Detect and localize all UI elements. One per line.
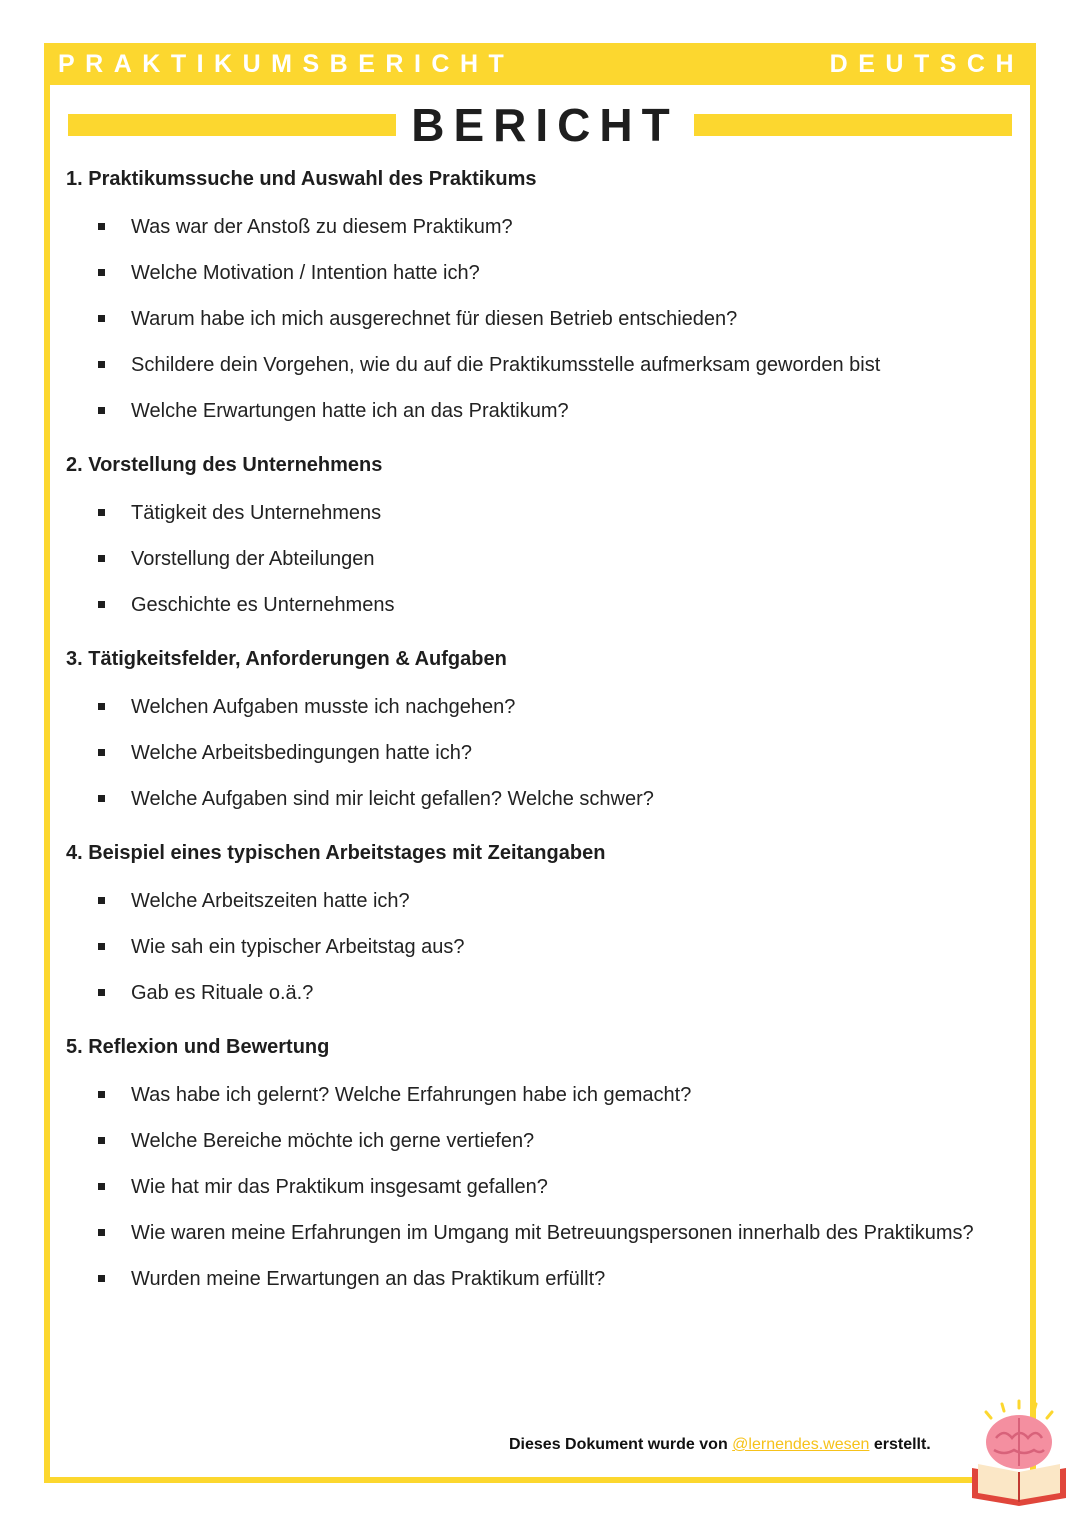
list-item: Wie hat mir das Praktikum insgesamt gefallen? bbox=[66, 1174, 1014, 1200]
list-item: Wurden meine Erwartungen an das Praktikum erfüllt? bbox=[66, 1266, 1014, 1292]
section-heading: 5. Reflexion und Bewertung bbox=[66, 1036, 330, 1058]
bullet-icon bbox=[98, 989, 105, 996]
section-heading: 4. Beispiel eines typischen Arbeitstages mit Zeitangaben bbox=[66, 842, 606, 864]
bullet-icon bbox=[98, 1183, 105, 1190]
bullet-icon bbox=[98, 601, 105, 608]
question-list bbox=[66, 694, 1014, 812]
bullet-icon bbox=[98, 943, 105, 950]
footer-suffix: erstellt. bbox=[869, 1436, 931, 1453]
bullet-icon bbox=[98, 407, 105, 414]
bullet-icon bbox=[98, 749, 105, 756]
list-item: Welche Arbeitsbedingungen hatte ich? bbox=[66, 740, 1014, 766]
header-band bbox=[44, 43, 1036, 85]
bullet-icon bbox=[98, 897, 105, 904]
bullet-icon bbox=[98, 1229, 105, 1236]
list-item: Schildere dein Vorgehen, wie du auf die Praktikumsstelle aufmerksam geworden bist bbox=[66, 352, 1014, 378]
list-item: Welchen Aufgaben musste ich nachgehen? bbox=[66, 694, 1014, 720]
bullet-icon bbox=[98, 1275, 105, 1282]
bullet-icon bbox=[98, 223, 105, 230]
question-list bbox=[66, 214, 1014, 424]
bullet-icon bbox=[98, 1137, 105, 1144]
question-list bbox=[66, 888, 1014, 1006]
section-1 bbox=[66, 164, 1014, 424]
list-item: Geschichte es Unternehmens bbox=[66, 592, 1014, 618]
bullet-icon bbox=[98, 555, 105, 562]
bullet-icon bbox=[98, 795, 105, 802]
question-list bbox=[66, 1082, 1014, 1292]
section-4 bbox=[66, 838, 1014, 1006]
question-list bbox=[66, 500, 1014, 618]
bullet-icon bbox=[98, 703, 105, 710]
list-item: Wie sah ein typischer Arbeitstag aus? bbox=[66, 934, 1014, 960]
list-item: Was habe ich gelernt? Welche Erfahrungen habe ich gemacht? bbox=[66, 1082, 1014, 1108]
section-heading: 2. Vorstellung des Unternehmens bbox=[66, 454, 383, 476]
brain-book-icon bbox=[964, 1398, 1074, 1508]
list-item: Warum habe ich mich ausgerechnet für diesen Betrieb entschieden? bbox=[66, 306, 1014, 332]
header-left-label: PRAKTIKUMSBERICHT bbox=[58, 50, 515, 78]
list-item: Vorstellung der Abteilungen bbox=[66, 546, 1014, 572]
title-bar-right bbox=[694, 114, 1012, 136]
title-bar-left bbox=[68, 114, 396, 136]
document-content bbox=[66, 164, 1014, 1312]
bullet-icon bbox=[98, 509, 105, 516]
list-item: Welche Motivation / Intention hatte ich? bbox=[66, 260, 1014, 286]
list-item: Welche Bereiche möchte ich gerne vertiefen? bbox=[66, 1128, 1014, 1154]
bullet-icon bbox=[98, 361, 105, 368]
list-item: Wie waren meine Erfahrungen im Umgang mit Betreuungspersonen innerhalb des Praktikums? bbox=[66, 1220, 1014, 1246]
creator-link[interactable]: @lernendes.wesen bbox=[732, 1436, 870, 1453]
footer-prefix: Dieses Dokument wurde von bbox=[509, 1436, 733, 1453]
list-item: Welche Aufgaben sind mir leicht gefallen? Welche schwer? bbox=[66, 786, 1014, 812]
section-5 bbox=[66, 1032, 1014, 1292]
section-heading: 1. Praktikumssuche und Auswahl des Praktikums bbox=[66, 168, 537, 190]
header-right-label: DEUTSCH bbox=[829, 50, 1024, 78]
list-item: Welche Erwartungen hatte ich an das Praktikum? bbox=[66, 398, 1014, 424]
section-2 bbox=[66, 450, 1014, 618]
page-title: BERICHT bbox=[411, 99, 679, 151]
section-heading: 3. Tätigkeitsfelder, Anforderungen & Aufgaben bbox=[66, 648, 507, 670]
bullet-icon bbox=[98, 1091, 105, 1098]
list-item: Was war der Anstoß zu diesem Praktikum? bbox=[66, 214, 1014, 240]
list-item: Gab es Rituale o.ä.? bbox=[66, 980, 1014, 1006]
list-item: Welche Arbeitszeiten hatte ich? bbox=[66, 888, 1014, 914]
list-item: Tätigkeit des Unternehmens bbox=[66, 500, 1014, 526]
bullet-icon bbox=[98, 269, 105, 276]
footer-credit bbox=[509, 1436, 931, 1454]
bullet-icon bbox=[98, 315, 105, 322]
section-3 bbox=[66, 644, 1014, 812]
